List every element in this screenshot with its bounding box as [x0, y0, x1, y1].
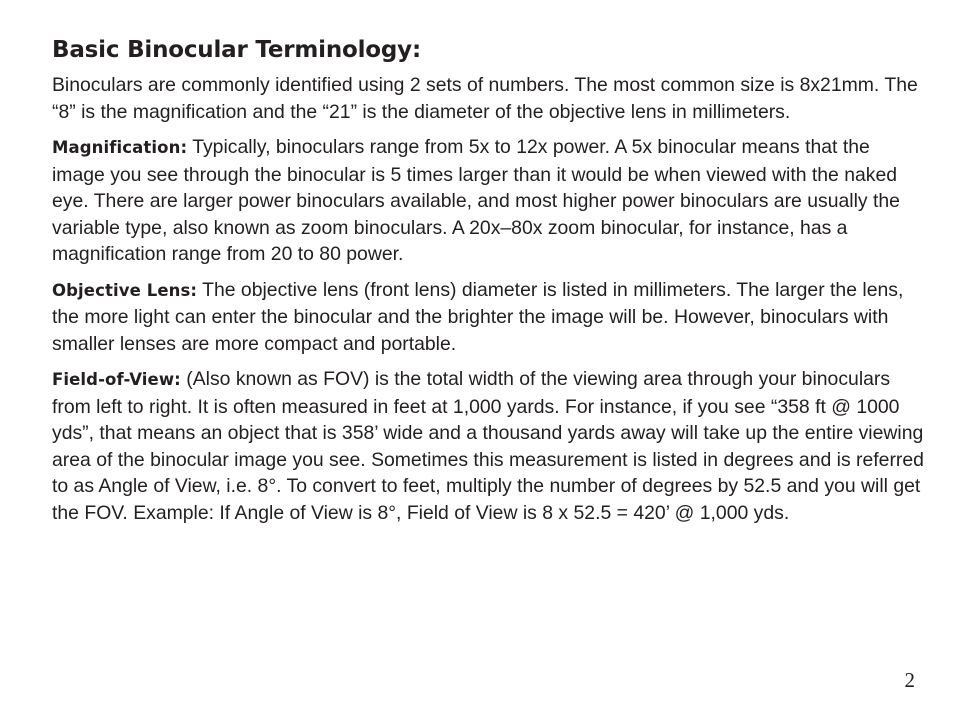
page-number: 2 — [904, 668, 915, 692]
field-of-view-term: Field-of-View: — [52, 370, 181, 389]
objective-lens-term: Objective Lens: — [52, 280, 198, 300]
field-of-view-paragraph — [52, 366, 924, 526]
objective-lens-paragraph — [52, 277, 924, 358]
objective-lens-text: The objective lens (front lens) diameter is listed in millimeters. The larger the lens, the more light can enter the binocular and the brighter the image will be. However, binoculars with smaller lenses are more compact and portable. — [52, 278, 904, 355]
document-page — [52, 34, 924, 535]
magnification-text: Typically, binoculars range from 5x to 12x power. A 5x binocular means that the image you see through the binocular is 5 times larger than it would be when viewed with the naked eye. There are larger power binoculars available, and most higher power binoculars are usually the variable type, also known as zoom binoculars. A 20x–80x zoom binocular, for instance, has a magnification range from 20 to 80 power. — [52, 136, 900, 265]
page-heading: Basic Binocular Terminology: — [52, 37, 421, 63]
field-of-view-text: (Also known as FOV) is the total width of the viewing area through your binoculars from left to right. It is often measured in feet at 1,000 yards. For instance, if you see “358 ft @ 1000 yds”, that means an object that is 358’ wide and a thousand yards away will take up the entire viewing area of the binocular image you see. Sometimes this measurement is listed in degrees and is referred to as Angle of View, i.e. 8°. To convert to feet, multiply the number of degrees by 52.5 and you will get the FOV. Example: If Angle of View is 8°, Field of View is 8 x 52.5 = 420’ @ 1,000 yds. — [52, 368, 924, 524]
magnification-paragraph — [52, 134, 924, 268]
intro-paragraph: Binoculars are commonly identified using 2 sets of numbers. The most common size is 8x21mm. The “8” is the magnification and the “21” is the diameter of the objective lens in millimeters. — [52, 74, 918, 123]
magnification-term: Magnification: — [52, 138, 188, 157]
